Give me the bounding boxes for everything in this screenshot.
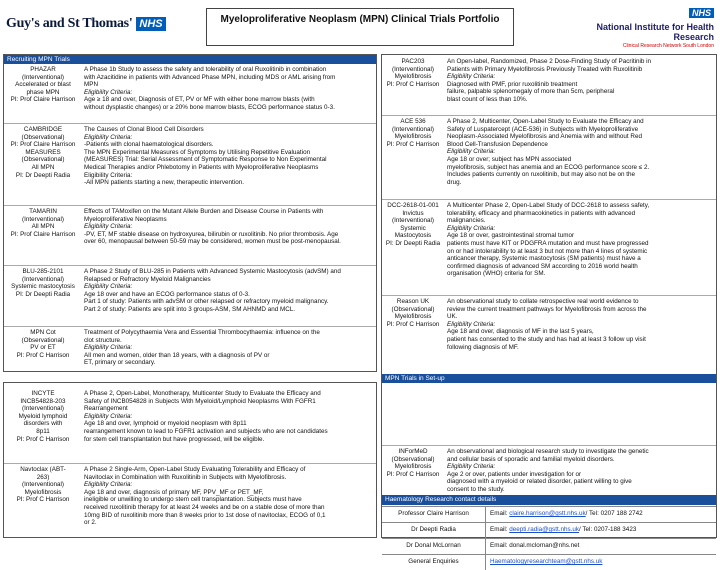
eligibility-line: blast count of less than 10%. bbox=[447, 95, 528, 103]
trial-desc-line: malignancies. bbox=[447, 217, 486, 225]
trial-description bbox=[82, 389, 376, 461]
trial-desc-line: An observational study to collate retrospective real world evidence to bbox=[447, 298, 639, 305]
eligibility-line: over 60, menopausal between 50-59 may be considered, women must be post-menopausal. bbox=[84, 238, 341, 246]
trial-desc-line: and cellular basis of sporadic and familial myeloid disorders. bbox=[447, 455, 615, 463]
trial-meta bbox=[4, 389, 82, 461]
trial-meta bbox=[382, 297, 444, 367]
eligibility-line: Age 2 or over, patients under investigation for or bbox=[447, 470, 582, 478]
trial-desc-line: A Phase 2, Multicenter, Open-Label Study to Evaluate the Efficacy and bbox=[447, 118, 644, 125]
trial-meta-line: PI: Dr Deepti Radia bbox=[15, 171, 71, 179]
eligibility-line: rearrangement known to lead to FGFR1 activation and subjects who are not candidates bbox=[84, 427, 328, 435]
trial-desc-line: Neoplasm-Associated Myelofibrosis and Anemia with and without Red bbox=[447, 133, 642, 141]
trial-meta-line: Myelofibrosis bbox=[394, 73, 432, 81]
trial-meta-line: INCYTE bbox=[31, 390, 55, 397]
trial-meta-line: Myelofibrosis bbox=[394, 313, 432, 321]
eligibility-line: Age 18 or over; subject has MPN associated bbox=[447, 155, 572, 163]
trial-meta-line: (Observational) bbox=[21, 156, 65, 164]
trial-meta bbox=[4, 465, 82, 537]
trial-meta-line: (Interventional) bbox=[392, 125, 434, 133]
eligibility-label: Eligibility Criteria: bbox=[84, 344, 133, 352]
contact-email-link[interactable]: claire.harrison@gstt.nhs.uk bbox=[509, 510, 586, 517]
trial-desc-line: with Azacitidine in patients with Advanced Phase MPN, including MDS or AML arising from bbox=[84, 73, 336, 81]
trial-meta-line: CAMBRIDGE bbox=[23, 126, 63, 133]
contact-phone: / Tel: 0207 188 2742 bbox=[585, 510, 643, 517]
contact-email-prefix: Email: bbox=[490, 510, 510, 517]
eligibility-line: patient has consented to the study and has had at least 3 follow up visit bbox=[447, 335, 646, 343]
trial-meta-line: DCC-2618-01-001 bbox=[387, 202, 439, 209]
contact-name: Dr Donal McLornan bbox=[382, 539, 486, 554]
trial-meta-line: (Interventional) bbox=[392, 65, 434, 73]
trial-meta-line: Mastocytosis bbox=[394, 232, 432, 240]
trial-meta bbox=[4, 267, 82, 325]
contact-details bbox=[486, 507, 716, 522]
eligibility-label: Eligibility Criteria: bbox=[447, 463, 496, 471]
trial-meta bbox=[4, 207, 82, 265]
trial-desc-line: Safety of INCB054828 in Subjects With Myeloid/Lymphoid Neoplasms With FGFR1 bbox=[84, 397, 316, 405]
trial-meta-line: INCB54828-203 bbox=[20, 397, 66, 405]
trial-meta-line: 8p11 bbox=[36, 427, 50, 435]
trial-description bbox=[444, 297, 716, 367]
contact-email-link[interactable]: deepti.radia@gstt.nhs.uk bbox=[509, 526, 580, 533]
eligibility-line: patients must have KIT or PDGFRA mutation and must have progressed bbox=[447, 239, 649, 247]
trial-description bbox=[82, 267, 376, 325]
trial-meta-line: 263) bbox=[36, 473, 50, 481]
eligibility-label: Eligibility Criteria: bbox=[447, 224, 496, 232]
eligibility-line: -All MPN patients starting a new, therapeutic intervention. bbox=[84, 179, 244, 187]
page-title: Myeloproliferative Neoplasm (MPN) Clinical Trials Portfolio bbox=[206, 8, 514, 46]
trial-meta-line: MEASURES bbox=[25, 148, 61, 156]
trial-desc-line: Patients with Primary Myelofibrosis Previously Treated with Ruxolitinib bbox=[447, 65, 643, 73]
eligibility-label: Eligibility Criteria: bbox=[84, 412, 133, 420]
trial-meta-line: Invictus bbox=[402, 209, 424, 217]
trial-meta-line: PI: Prof C Harrison bbox=[386, 470, 440, 478]
setup-trials-header: MPN Trials in Set-up bbox=[382, 374, 716, 383]
trial-meta bbox=[382, 57, 444, 115]
trial-meta-line: (Interventional) bbox=[392, 217, 434, 225]
eligibility-line: confirmed diagnosis of advanced SM according to 2016 world health bbox=[447, 262, 638, 270]
trial-meta-line: PI: Prof C Harrison bbox=[16, 496, 70, 504]
trial-meta-line: (Interventional) bbox=[22, 481, 64, 489]
trial-meta-line: (Observational) bbox=[391, 455, 435, 463]
row-divider bbox=[382, 295, 716, 296]
trial-meta-line: PI: Prof C Harrison bbox=[386, 80, 440, 88]
eligibility-line: Part 2 of study: Patients are split into 3 groups-ASM, SM AHNMD and MCL. bbox=[84, 305, 296, 313]
trial-meta bbox=[382, 201, 444, 295]
eligibility-line: The MPN Experimental Measures of Symptoms by Utilising Repetitive Evaluation bbox=[84, 148, 311, 156]
trial-description bbox=[82, 465, 376, 537]
trial-description bbox=[82, 207, 376, 265]
trial-desc-line: Treatment of Polycythaemia Vera and Essential Thrombocythaemia: influence on the bbox=[84, 329, 320, 336]
trial-meta-line: Myeloid lymphoid bbox=[18, 412, 68, 420]
trial-meta-line: TAMARIN bbox=[29, 208, 57, 215]
trial-desc-line: Blood Cell-Transfusion Dependence bbox=[447, 140, 548, 148]
trial-meta-line: Systemic mastocytosis bbox=[11, 283, 75, 291]
eligibility-line: or 2. bbox=[84, 519, 97, 527]
trial-meta-line: PHAZAR bbox=[30, 66, 56, 73]
trial-meta-line: MPN Cot bbox=[30, 329, 56, 336]
trial-meta-line: PAC203 bbox=[401, 58, 425, 65]
row-divider bbox=[4, 123, 376, 124]
trial-row bbox=[382, 447, 716, 491]
trial-row bbox=[4, 328, 376, 373]
contact-row bbox=[382, 522, 716, 538]
trial-desc-line: Relapsed or Refractory Myeloid Malignancies bbox=[84, 275, 211, 283]
trial-meta-line: PI: Prof C Harrison bbox=[386, 140, 440, 148]
trial-desc-line: clot structure. bbox=[84, 336, 122, 344]
eligibility-line: Age 18 and over, diagnosis of primary MF, PPV_MF or PET_MF, bbox=[84, 488, 264, 496]
trial-meta-line: PI: Prof C Harrison bbox=[16, 351, 70, 359]
trial-description bbox=[444, 117, 716, 199]
trial-row bbox=[382, 297, 716, 367]
eligibility-line: ET, primary or secondary. bbox=[84, 359, 156, 367]
trial-description bbox=[444, 201, 716, 295]
trial-meta-line: PI: Dr Deepti Radia bbox=[385, 239, 441, 247]
trial-row bbox=[4, 65, 376, 123]
contact-email-link[interactable]: Haematologyresearchteam@gstt.nhs.uk bbox=[490, 558, 603, 565]
trial-meta-line: (Interventional) bbox=[22, 405, 64, 413]
contact-name: Professor Claire Harrison bbox=[382, 507, 486, 522]
eligibility-label: Eligibility Criteria: bbox=[447, 148, 496, 156]
trial-description bbox=[444, 57, 716, 115]
trial-meta-line: ACE 536 bbox=[400, 118, 426, 125]
row-divider bbox=[382, 199, 716, 200]
trial-meta-line: (Observational) bbox=[21, 133, 65, 141]
row-divider bbox=[4, 265, 376, 266]
contact-row bbox=[382, 538, 716, 554]
eligibility-label: Eligibility Criteria: bbox=[84, 133, 133, 141]
trial-desc-line: A Phase 1b Study to assess the safety and tolerability of oral Ruxolitinib in combination bbox=[84, 66, 327, 73]
contact-details bbox=[486, 539, 716, 554]
trial-meta-line: (Interventional) bbox=[22, 73, 64, 81]
trial-meta-line: All MPN bbox=[31, 163, 55, 171]
trial-meta bbox=[4, 328, 82, 373]
trial-row bbox=[4, 389, 376, 461]
eligibility-label: Eligibility Criteria: bbox=[84, 223, 133, 231]
contact-phone: / Tel: 0207-188 3423 bbox=[579, 526, 637, 533]
eligibility-line: Part 1 of study: Patients with advSM or other relapsed or refractory myeloid malignancy. bbox=[84, 298, 329, 306]
contact-details bbox=[486, 523, 716, 538]
row-divider bbox=[382, 115, 716, 116]
trial-meta-line: PV or ET bbox=[30, 344, 56, 352]
eligibility-line: Age 18 and over, lymphoid or myeloid neoplasm with 8p11 bbox=[84, 420, 247, 428]
right-trials-panel bbox=[381, 54, 717, 565]
gst-logo bbox=[6, 8, 163, 40]
trial-meta-line: PI: Prof C Harrison bbox=[386, 320, 440, 328]
trial-meta-line: Reason UK bbox=[396, 298, 430, 305]
trial-desc-line: UK. bbox=[447, 313, 458, 321]
eligibility-line: Includes patients currently on ruxolitinib, but may also not be on the bbox=[447, 171, 635, 179]
trial-desc-line: Effects of TAMoxifen on the Mutant Allele Burden and Disease Course in Patients with bbox=[84, 208, 324, 215]
eligibility-line: -Patients with clonal haematological disorders. bbox=[84, 141, 214, 149]
nihr-name: National Institute for Health Research bbox=[596, 22, 714, 42]
eligibility-label: Eligibility Criteria: bbox=[447, 73, 496, 81]
trial-meta-line: All MPN bbox=[31, 223, 55, 231]
eligibility-line: Age 18 or over, gastrointestinal stromal tumor bbox=[447, 232, 575, 240]
trial-meta-line: Systemic bbox=[400, 224, 426, 232]
eligibility-line: ineligible or unwilling to undergo stem cell transplantation. Subjects must have bbox=[84, 496, 302, 504]
trial-row bbox=[4, 465, 376, 537]
trial-meta bbox=[4, 65, 82, 123]
eligibility-line: for stem cell transplantation but have progressed, will be eligible. bbox=[84, 435, 265, 443]
trial-meta-line: Accelerated or blast bbox=[15, 81, 71, 89]
trial-meta-line: (Observational) bbox=[391, 305, 435, 313]
trial-meta-line: Myelofibrosis bbox=[24, 488, 62, 496]
trial-desc-line: Safety of Luspatercept (ACE-536) in Subjects with Myeloproliferative bbox=[447, 125, 639, 133]
eligibility-label: Eligibility Criteria: bbox=[447, 320, 496, 328]
eligibility-line: Age 18 over and have an ECOG performance status of 0-3. bbox=[84, 290, 250, 298]
nhs-logo: NHS bbox=[136, 17, 165, 31]
gst-logo-text: Guy's and St Thomas' bbox=[6, 16, 133, 31]
eligibility-line: anticancer therapy, Systemic mastocytosis (SM patients) must have a bbox=[447, 255, 641, 263]
trial-meta-line: PI: Prof Claire Harrison bbox=[10, 141, 76, 149]
nihr-logo bbox=[574, 3, 714, 47]
eligibility-line: organisation (WHO) criteria for SM. bbox=[447, 270, 546, 278]
trial-row bbox=[4, 207, 376, 265]
trial-desc-line: An Open-label, Randomized, Phase 2 Dose-Finding Study of Pacritinib in bbox=[447, 58, 652, 65]
nihr-nhs-badge: NHS bbox=[689, 8, 714, 18]
eligibility-line: failure, palpable splenomegaly of more than 5cm, peripheral bbox=[447, 88, 615, 96]
contact-row bbox=[382, 554, 716, 570]
trial-description bbox=[82, 125, 376, 205]
trial-row bbox=[4, 267, 376, 325]
eligibility-line: Eligibility Criteria: bbox=[84, 171, 133, 179]
recruiting-trials-header: Recruiting MPN Trials bbox=[4, 55, 376, 64]
trial-row bbox=[4, 125, 376, 205]
trial-desc-line: A Phase 2 Single-Arm, Open-Label Study Evaluating Tolerability and Efficacy of bbox=[84, 466, 306, 473]
trial-description bbox=[82, 328, 376, 373]
trial-desc-line: review the current treatment pathways for Myelofibrosis from across the bbox=[447, 305, 647, 313]
eligibility-label: Eligibility Criteria: bbox=[84, 88, 133, 96]
trial-description bbox=[444, 447, 716, 491]
eligibility-line: All men and women, older than 18 years, with a diagnosis of PV or bbox=[84, 351, 270, 359]
trial-description bbox=[82, 65, 376, 123]
trial-row bbox=[382, 57, 716, 115]
trial-row bbox=[382, 117, 716, 199]
trial-desc-line: The Causes of Clonal Blood Cell Disorders bbox=[84, 126, 204, 133]
contact-email-prefix: Email: donal.mclornan@nhs.net bbox=[490, 542, 580, 549]
contact-name: General Enquiries bbox=[382, 555, 486, 570]
trial-desc-line: A Phase 2 Study of BLU-285 in Patients with Advanced Systemic Mastocytosis (advSM) and bbox=[84, 268, 341, 275]
eligibility-line: Age 18 and over, diagnosis of MF in the last 5 years, bbox=[447, 328, 594, 336]
eligibility-line: consent to the study. bbox=[447, 485, 505, 493]
contact-details bbox=[486, 555, 716, 570]
trial-meta bbox=[382, 117, 444, 199]
eligibility-line: (MEASURES) Trial: Serial Assessment of Symptomatic Response to Non Experimental bbox=[84, 156, 327, 164]
trial-meta-line: PI: Prof Claire Harrison bbox=[10, 230, 76, 238]
eligibility-line: on or had intolerability to at least 3 but not more than 4 lines of systemic bbox=[447, 247, 648, 255]
eligibility-line: myelofibrosis, subject has anemia and an ECOG performance score ≤ 2. bbox=[447, 163, 650, 171]
trial-desc-line: Myeloproliferative Neoplasms bbox=[84, 215, 167, 223]
row-divider bbox=[4, 205, 376, 206]
trial-desc-line: An observational and biological research study to investigate the genetic bbox=[447, 448, 649, 455]
contacts-header: Haematology Research contact details bbox=[382, 495, 716, 505]
trial-meta-line: (Interventional) bbox=[22, 215, 64, 223]
row-divider bbox=[382, 445, 716, 446]
contact-email-prefix: Email: bbox=[490, 526, 510, 533]
eligibility-line: Medical Therapies and/or Phlebotomy in Patients with Myeloproliferative Neoplasms bbox=[84, 163, 319, 171]
trial-meta-line: phase MPN bbox=[26, 88, 60, 96]
eligibility-label: Eligibility Criteria: bbox=[84, 481, 133, 489]
contact-name: Dr Deepti Radia bbox=[382, 523, 486, 538]
trial-meta-line: PI: Prof C Harrison bbox=[16, 435, 70, 443]
eligibility-line: drug. bbox=[447, 178, 462, 186]
trial-meta bbox=[382, 447, 444, 491]
trial-meta-line: PI: Prof Claire Harrison bbox=[10, 96, 76, 104]
eligibility-line: 10mg BID of ruxolitinib more than 8 weeks prior to 1st dose of navitoclax, ECOG of 0,1 bbox=[84, 511, 326, 519]
trial-meta-line: INForMeD bbox=[398, 448, 428, 455]
eligibility-line: Age ≥ 18 and over, Diagnosis of ET, PV or MF with either bone marrow blasts (with bbox=[84, 96, 315, 104]
trial-meta-line: Navtoclax (ABT- bbox=[20, 466, 66, 473]
trial-desc-line: A Multicenter Phase 2, Open-Label Study of DCC-2618 to assess safety, bbox=[447, 202, 650, 209]
trial-meta-line: disorders with bbox=[23, 420, 63, 428]
trial-desc-line: MPN bbox=[84, 81, 98, 89]
eligibility-line: diagnosed with a myeloid or related disorder, patient willing to give bbox=[447, 478, 632, 486]
trial-meta bbox=[4, 125, 82, 205]
trial-desc-line: tolerability, efficacy and pharmacokinetics in patients with advanced bbox=[447, 209, 636, 217]
eligibility-line: received ruxolitinib therapy for at least 24 weeks and be on a stable dose of more than bbox=[84, 503, 325, 511]
trial-meta-line: PI: Dr Deepti Radia bbox=[15, 290, 71, 298]
setup-trials-panel bbox=[3, 382, 377, 538]
row-divider bbox=[4, 326, 376, 327]
trial-desc-line: A Phase 2, Open-Label, Monotherapy, Multicenter Study to Evaluate the Efficacy and bbox=[84, 390, 321, 397]
nihr-subtitle: Clinical Research Network South London bbox=[622, 43, 714, 49]
contact-row bbox=[382, 506, 716, 522]
trial-desc-line: Navitoclax in Combination with Ruxolitinib in Subjects with Myelofibrosis. bbox=[84, 473, 287, 481]
eligibility-line: -PV, ET, MF stable disease on hydroxyurea, bilirubin or ruxolitinib. No prior thrombosis. Age bbox=[84, 230, 339, 238]
trial-desc-line: Rearrangement bbox=[84, 405, 128, 413]
trial-row bbox=[382, 201, 716, 295]
eligibility-label: Eligibility Criteria: bbox=[84, 283, 133, 291]
trial-meta-line: (Interventional) bbox=[22, 275, 64, 283]
eligibility-line: Diagnosed with PMF, prior ruxolitinib treatment bbox=[447, 80, 578, 88]
eligibility-line: following diagnosis of MF. bbox=[447, 343, 519, 351]
trial-meta-line: BLU-285-2101 bbox=[22, 268, 64, 275]
trial-meta-line: Myelofibrosis bbox=[394, 133, 432, 141]
trial-meta-line: Myelofibrosis bbox=[394, 463, 432, 471]
row-divider bbox=[4, 463, 376, 464]
trial-meta-line: (Observational) bbox=[21, 336, 65, 344]
recruiting-trials-panel bbox=[3, 54, 377, 372]
eligibility-line: without dysplastic changes) or ≥ 20% bone marrow blasts, ECOG performance status 0-3. bbox=[84, 103, 335, 111]
